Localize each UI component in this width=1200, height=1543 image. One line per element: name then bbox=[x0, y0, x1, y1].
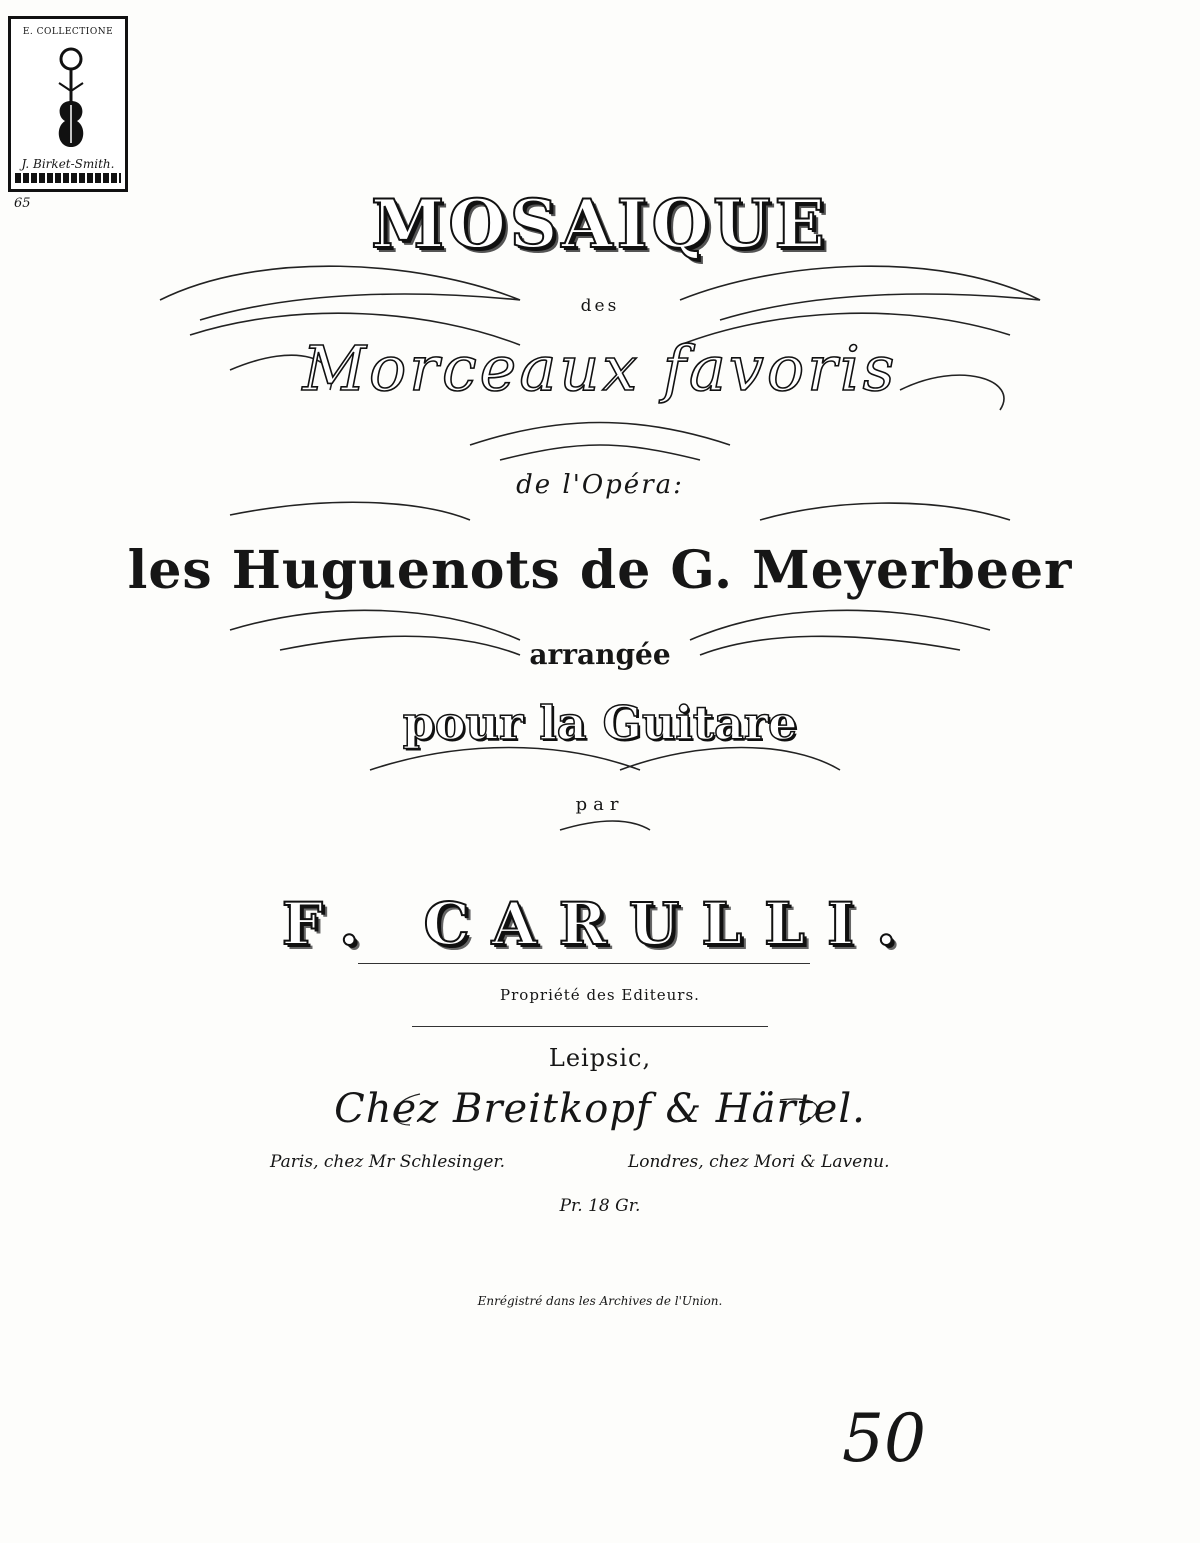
stamp-greek-key-border bbox=[15, 173, 121, 183]
london-agent: Londres, chez Mori & Lavenu. bbox=[628, 1152, 890, 1172]
registration-notice: Enrégistré dans les Archives de l'Union. bbox=[477, 1294, 723, 1308]
violin-icon bbox=[49, 43, 93, 151]
divider-bottom bbox=[412, 1026, 768, 1027]
title-morceaux-favoris: Morceaux favoris bbox=[302, 332, 898, 405]
title-par: par bbox=[575, 794, 625, 815]
paris-agent: Paris, chez Mr Schlesinger. bbox=[270, 1152, 506, 1172]
stamp-collector-name: J. Birket-Smith. bbox=[21, 157, 115, 171]
title-de-l-opera: de l'Opéra: bbox=[516, 470, 684, 500]
publisher-name: Chez Breitkopf & Härtel. bbox=[334, 1086, 866, 1132]
stamp-title: E. COLLECTIONE bbox=[22, 27, 114, 37]
title-huguenots: les Huguenots de G. Meyerbeer bbox=[127, 540, 1073, 601]
rights-notice: Propriété des Editeurs. bbox=[500, 986, 700, 1004]
divider-top bbox=[358, 963, 810, 964]
publisher-city: Leipsic, bbox=[548, 1044, 652, 1072]
handwritten-number: 50 bbox=[842, 1400, 926, 1477]
collector-stamp bbox=[8, 16, 128, 192]
title-des: des bbox=[580, 296, 620, 316]
shelf-mark: 65 bbox=[14, 196, 31, 211]
title-arrangee: arrangée bbox=[529, 638, 671, 671]
title-mosaique: MOSAIQUE bbox=[371, 185, 829, 263]
title-pour-la-guitare: pour la Guitare bbox=[402, 696, 798, 750]
price: Pr. 18 Gr. bbox=[559, 1196, 641, 1216]
author-name: F. CARULLI. bbox=[281, 890, 919, 958]
